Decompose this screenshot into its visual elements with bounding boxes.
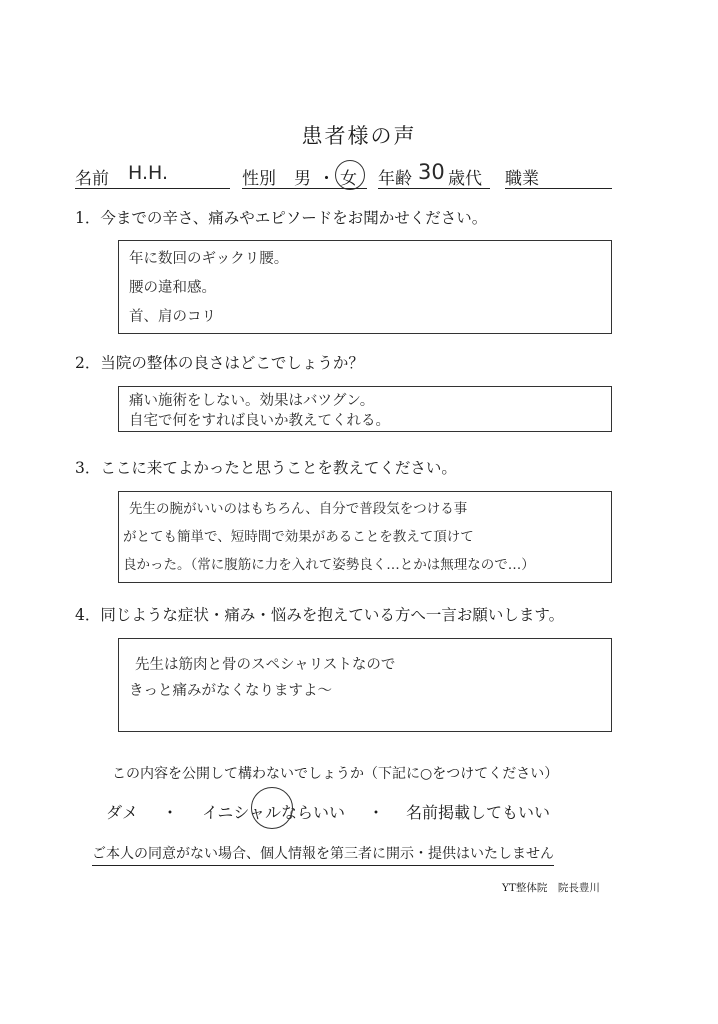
gender-label: 性別: [242, 169, 276, 189]
age-label: 年齢: [378, 169, 412, 189]
question-1: 1．今までの辛さ、痛みやエピソードをお聞かせください。: [75, 209, 488, 227]
consent-options: [106, 800, 626, 824]
consent-question: この内容を公開して構わないでしょうか（下記に○をつけてください）: [112, 766, 559, 782]
gender-circle-mark: [335, 160, 365, 190]
answer-1-line-1: 年に数回のギックリ腰。: [129, 251, 289, 267]
name-value: H.H.: [128, 162, 168, 184]
gender-female: 女: [340, 169, 357, 189]
option-fullname: 名前掲載してもいい: [406, 803, 551, 822]
name-label: 名前: [75, 169, 109, 189]
age-value: 30: [418, 160, 445, 184]
clinic-signature: YT整体院 院長豊川: [502, 882, 600, 894]
question-2: 2．当院の整体の良さはどこでしょうか？: [75, 354, 364, 372]
answer-1-line-3: 首、肩のコリ: [129, 309, 216, 325]
option-separator-2: ・: [368, 803, 385, 822]
question-4: 4．同じような症状・痛み・悩みを抱えている方へ一言お願いします。: [75, 606, 565, 624]
option-initial: イニシャルならいい: [202, 803, 346, 822]
answer-3-line-2: がとても簡単で、短時間で効果があることを教えて頂けて: [123, 529, 474, 545]
age-underline: [378, 188, 490, 189]
answer-box-1: [118, 240, 612, 334]
answer-3-line-3: 良かった。（常に腹筋に力を入れて姿勢良く…とかは無理なので…）: [123, 557, 535, 573]
answer-4-line-1: 先生は筋肉と骨のスペシャリストなので: [135, 657, 396, 673]
name-underline: [75, 188, 230, 189]
answer-2-line-1: 痛い施術をしない。効果はバツグン。: [129, 393, 375, 409]
answer-box-4: [118, 638, 612, 732]
question-3: 3．ここに来てよかったと思うことを教えてください。: [75, 459, 457, 477]
answer-box-2: [118, 386, 612, 432]
answer-box-3: [118, 491, 612, 583]
job-underline: [505, 188, 612, 189]
option-no: ダメ: [106, 803, 139, 822]
consent-circle-mark: [251, 787, 293, 829]
gender-male: 男: [294, 169, 311, 189]
answer-4-line-2: きっと痛みがなくなりますよ～: [129, 683, 332, 699]
gender-separator: ・: [318, 169, 335, 189]
answer-3-line-1: 先生の腕がいいのはもちろん、自分で普段気をつける事: [129, 501, 468, 517]
patient-info-row: [0, 160, 718, 194]
answer-2-line-2: 自宅で何をすれば良いか教えてくれる。: [129, 413, 390, 429]
answer-1-line-2: 腰の違和感。: [129, 280, 216, 296]
gender-underline: [242, 188, 367, 189]
page-title: 患者様の声: [301, 124, 417, 148]
privacy-notice: ご本人の同意がない場合、個人情報を第三者に開示・提供はいたしません: [92, 843, 554, 866]
age-suffix: 歳代: [448, 169, 482, 189]
option-separator-1: ・: [162, 803, 179, 822]
job-label: 職業: [505, 169, 539, 189]
